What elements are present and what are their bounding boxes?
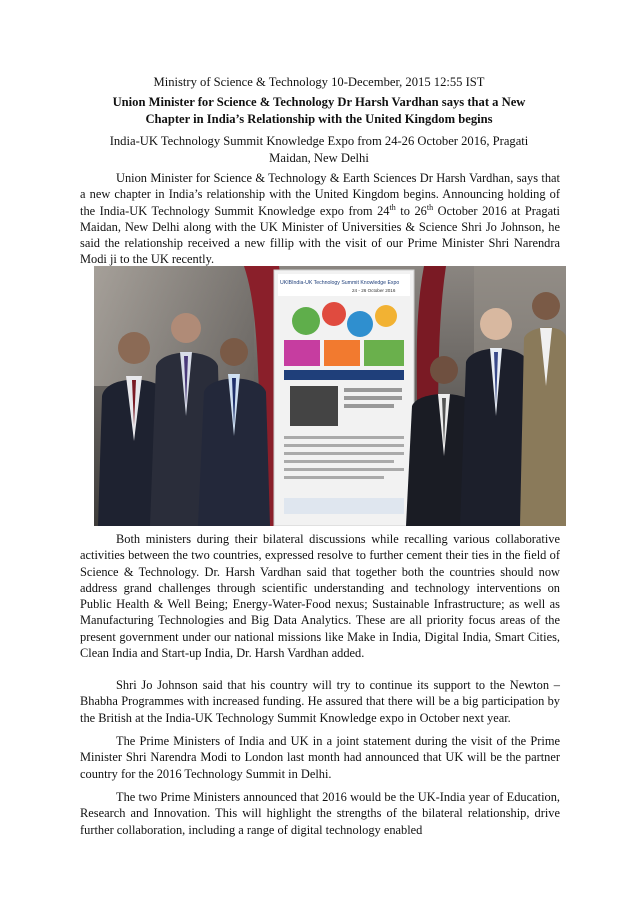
paragraph-4: The Prime Ministers of India and UK in a joint statement during the visit of the Prime Minister Shri Narendra Modi to London last month had announced that UK will be the partner country for the 2016 Technology Summit in Delhi. [80, 734, 560, 781]
page-subtitle [80, 133, 558, 166]
event-photo [94, 266, 566, 526]
page-title [80, 94, 558, 127]
paragraph-3: Shri Jo Johnson said that his country will try to continue its support to the Newton – Bhabha Programmes with increased funding. He assured that there will be a big participation by the British at the India-UK Technology Summit Knowledge expo in October next year. [80, 678, 560, 725]
subtitle-line-1: India-UK Technology Summit Knowledge Expo from 24-26 October 2016, Pragati [109, 134, 529, 148]
paragraph-1 [80, 170, 560, 268]
subtitle-line-2: Maidan, New Delhi [269, 150, 369, 165]
paragraph-1-text-a: Union Minister for Science & Technology & Earth Sciences Dr Harsh Vardhan, says that a new chapter in India’s relationship with the United Kingdom begins. Announcing holding of the India-UK Technology Summit Knowledge expo from 24 [80, 171, 560, 218]
paragraph-1-text-c: October 2016 at Pragati Maidan, New Delhi along with the UK Minister of Universities & Science Shri Jo Johnson, he said the relationship received a new fillip with the visit of our Prime Minister Shri Narendra Modi ji to the UK recently. [80, 203, 560, 267]
superscript-th-2: th [426, 202, 434, 212]
banner-date: 24 - 26 October 2016 [352, 288, 396, 293]
paragraph-5: The two Prime Ministers announced that 2016 would be the UK-India year of Education, Research and Innovation. This will highlight the strengths of the bilateral relationship, drive further collaboration, including a range of digital technology enabled [80, 790, 560, 837]
release-header: Ministry of Science & Technology 10-December, 2015 12:55 IST [153, 75, 485, 89]
paragraph-2: Both ministers during their bilateral discussions while recalling various collaborative activities between the two countries, expressed resolve to further cement their ties in the field of Science & Technology. Dr. Harsh Vardhan said that together both the countries should now address grand challenges through scientific understanding and technology interventions on Public Health & Well Being; Energy-Water-Food nexus; Sustainable Infrastructure; as well as Manufacturing Technologies and Big Data Analytics. These are all priority focus areas of the present government under our national missions like Make in India, Digital India, Smart Cities, Clean India and Start-up India, Dr. Harsh Vardhan added. [80, 532, 560, 661]
banner-title: UKIBIndia-UK Technology Summit Knowledge Expo [280, 280, 400, 286]
superscript-th-1: th [389, 202, 396, 212]
title-line-2: Chapter in India’s Relationship with the United Kingdom begins [145, 111, 493, 126]
title-line-1: Union Minister for Science & Technology Dr Harsh Vardhan says that a New [112, 95, 526, 109]
paragraph-1-text-b: to 26 [395, 203, 427, 218]
